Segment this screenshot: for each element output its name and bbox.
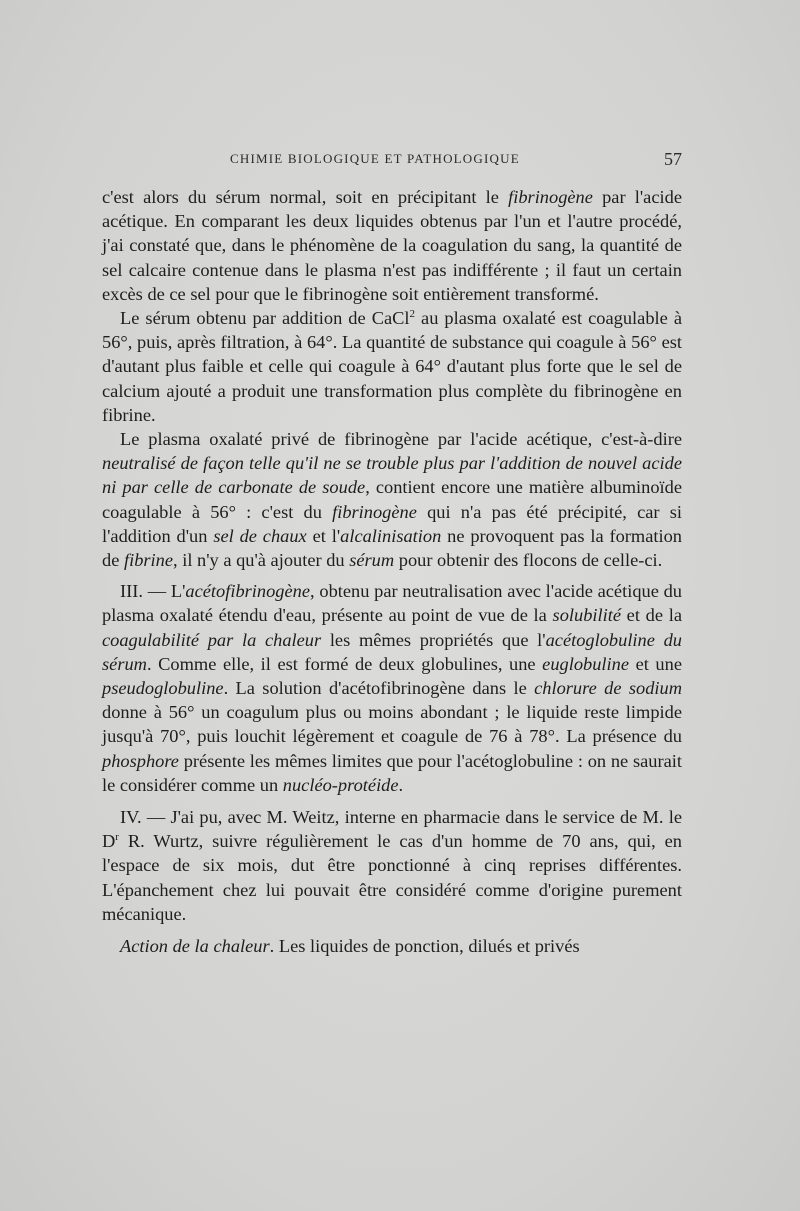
italic-run: euglobuline — [542, 653, 629, 674]
italic-run: fibrine — [123, 550, 174, 571]
text-run: , contient encore une matière albuminoïde coagulable à 56° : c'est du — [102, 477, 683, 522]
text-run: Le sérum obtenu par addition de CaCl — [120, 308, 410, 329]
text-run: . La solution d'acétofibrinogène dans le — [223, 678, 535, 699]
italic-run: fibrinogène — [508, 187, 593, 207]
text-run: donne à 56° un coagulum plus ou moins abondant ; le liquide reste limpide jusqu'à 70°, puis louchit légèrement et coagule de 76 à 78°. La présence du — [102, 702, 682, 747]
paragraph-5 — [102, 805, 682, 926]
text-run: au plasma oxalaté est coagulable à 56°, puis, après filtration, à 64°. La quantité de substance qui coagule à 56° est d'autant plus faible et celle qui coagule à 64° d'autant plus forte que le sel de calcium ajouté a produit une transformation plus complète du fibrinogène en fibrine. — [102, 308, 682, 425]
italic-run: pseudoglobuline — [102, 678, 224, 699]
text-run: et l' — [306, 525, 341, 546]
text-run: . — [398, 774, 404, 795]
paragraph-2 — [102, 306, 682, 427]
body-text — [102, 185, 682, 958]
italic-run: coagulabilité par la chaleur — [102, 629, 322, 650]
text-run: présente les mêmes limites que pour l'acétoglobuline : on ne saurait le considérer comme un — [102, 750, 682, 795]
text-run: les mêmes propriétés que l' — [321, 629, 546, 650]
text-run: . Les liquides de ponction, dilués et privés — [269, 936, 580, 957]
text-run: c'est alors du sérum normal, soit en précipitant le — [102, 187, 509, 207]
text-run: , il n'y a qu'à ajouter du — [173, 550, 350, 571]
text-run: ne provoquent pas la formation de — [102, 525, 683, 571]
paragraph-1 — [102, 185, 682, 306]
paragraph-3 — [102, 427, 682, 572]
text-run: III. — L' — [120, 581, 186, 602]
italic-run: phosphore — [102, 750, 179, 771]
text-run: qui n'a pas été précipité, car si l'addition d'un — [102, 501, 682, 546]
italic-run: sérum — [349, 550, 395, 571]
text-run: par l'acide acétique. En comparant les deux liquides obtenus par l'un et l'autre procédé, j'ai constaté que, dans le phénomène de la coagulation du sang, la quantité de sel calcaire contenue dans le plasma n'est pas indifférente ; il faut un certain excès de ce sel pour que le fibrinogène soit entièrement transformé. — [102, 187, 682, 304]
italic-run: fibrinogène — [332, 501, 417, 522]
paragraph-4 — [102, 579, 682, 797]
superscript: r — [115, 831, 119, 844]
italic-run: nucléo-protéide — [282, 774, 399, 795]
text-run: Le plasma oxalaté privé de fibrinogène par l'acide acétique, c'est-à-dire — [120, 429, 682, 450]
superscript: 2 — [409, 307, 415, 320]
page-header — [102, 149, 682, 171]
text-run: IV. — J'ai pu, avec M. Weitz, interne en pharmacie dans le service de M. le D — [102, 807, 682, 852]
running-head: CHIMIE BIOLOGIQUE ET PATHOLOGIQUE — [230, 151, 520, 166]
italic-run: neutralisé de façon telle qu'il ne se trouble plus par l'addition de nouvel acide ni par celle de carbonate de soude — [102, 453, 682, 498]
italic-run: acétoglobuline du sérum — [102, 629, 682, 674]
page-number: 57 — [664, 149, 682, 169]
italic-run: alcalinisation — [340, 525, 442, 546]
italic-run: chlorure de sodium — [534, 678, 682, 699]
text-run: pour obtenir des flocons de celle-ci. — [394, 550, 663, 571]
italic-run: sel de chaux — [213, 525, 307, 546]
text-run: , obtenu par neutralisation avec l'acide acétique du plasma oxalaté étendu d'eau, présente au point de vue de la — [102, 581, 683, 626]
text-run: . Comme elle, il est formé de deux globulines, une — [146, 653, 543, 674]
italic-run: Action de la chaleur — [120, 936, 270, 957]
italic-run: solubilité — [552, 605, 621, 626]
text-run: et de la — [620, 605, 682, 626]
paragraph-6 — [102, 934, 682, 958]
text-run: et une — [629, 653, 682, 674]
text-run: R. Wurtz, suivre régulièrement le cas d'un homme de 70 ans, qui, en l'espace de six mois, dut être ponctionné à cinq reprises différentes. L'épanchement chez lui pouvait être considéré comme d'origine purement mécanique. — [102, 831, 682, 924]
italic-run: acétofibrinogène — [185, 581, 311, 602]
